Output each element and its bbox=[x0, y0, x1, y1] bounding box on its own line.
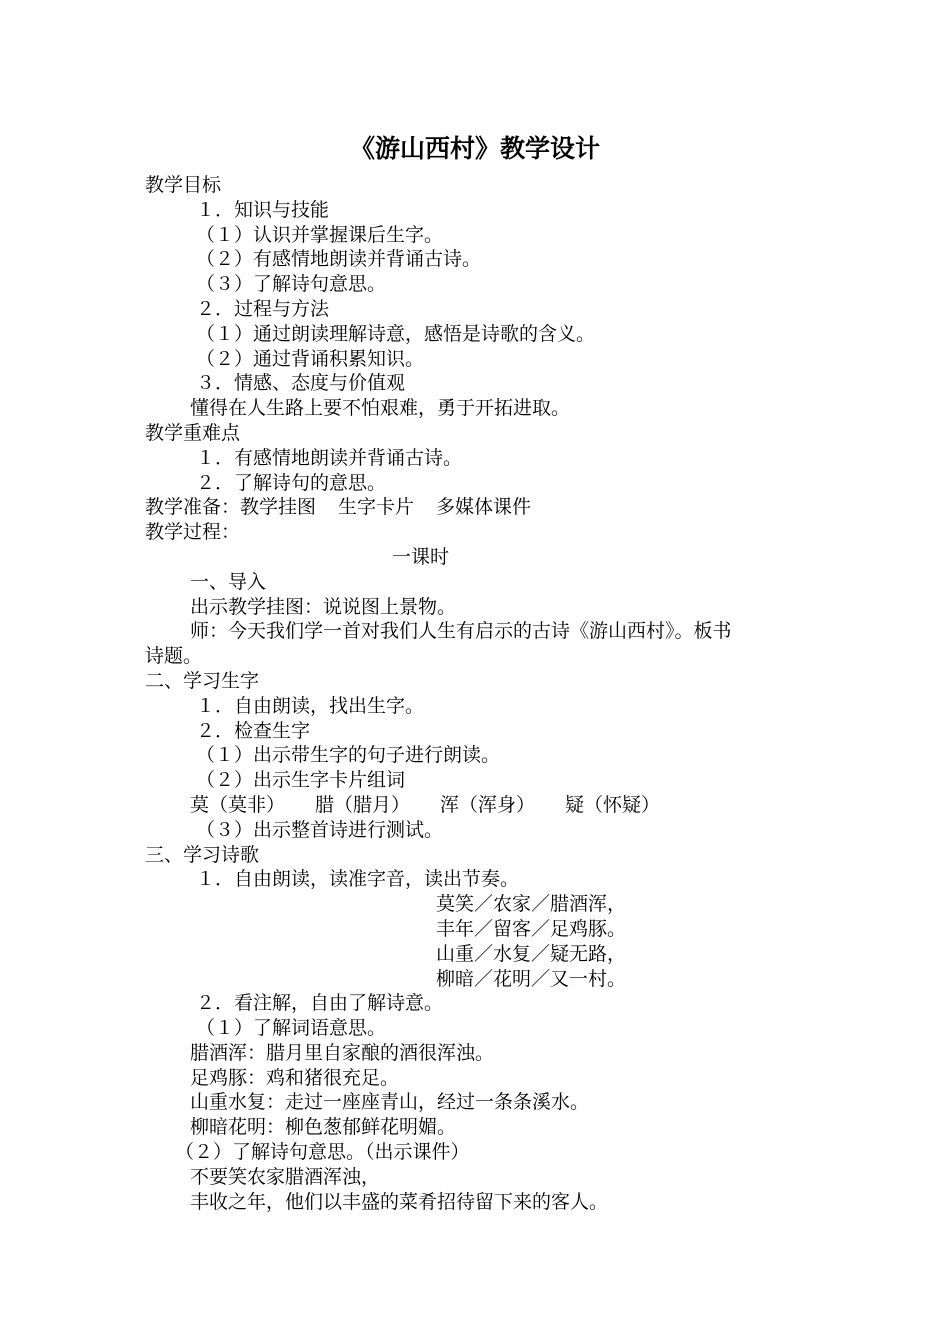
step-heading-intro: 一、导入 bbox=[190, 570, 267, 593]
step-text: （１）出示带生字的句子进行朗读。 bbox=[196, 744, 501, 767]
step-text: （２）出示生字卡片组词 bbox=[196, 769, 406, 792]
goal-item: （２）通过背诵积累知识。 bbox=[196, 347, 425, 370]
step-text: （３）出示整首诗进行测试。 bbox=[196, 818, 444, 841]
goal-item: 懂得在人生路上要不怕艰难，勇于开拓进取。 bbox=[190, 397, 571, 420]
document-title: 《游山西村》教学设计 bbox=[349, 134, 600, 163]
preparation-item: 生字卡片 bbox=[338, 496, 415, 519]
step-text: 诗题。 bbox=[145, 645, 203, 668]
step-text: ２．检查生字 bbox=[196, 719, 311, 742]
goal-process: ２．过程与方法 bbox=[196, 297, 330, 320]
step-text: 出示教学挂图：说说图上景物。 bbox=[190, 595, 457, 618]
document-body bbox=[0, 173, 950, 1214]
goal-item: （３）了解诗句意思。 bbox=[196, 273, 387, 296]
lesson-count: 一课时 bbox=[392, 545, 450, 568]
word-list bbox=[0, 793, 950, 818]
section-heading-goals: 教学目标 bbox=[145, 174, 222, 196]
section-heading-key-points: 教学重难点 bbox=[145, 421, 241, 444]
meaning-text: 不要笑农家腊酒浑浊， bbox=[190, 1165, 381, 1188]
step-text: １．自由朗读，找出生字。 bbox=[196, 694, 425, 717]
key-point: ２．了解诗句的意思。 bbox=[196, 471, 387, 494]
step-text: １．自由朗读，读准字音，读出节奏。 bbox=[196, 868, 520, 891]
preparation-line bbox=[0, 495, 950, 520]
poem-line: 丰年／留客／足鸡豚。 bbox=[436, 917, 627, 940]
step-heading-poem: 三、学习诗歌 bbox=[145, 843, 260, 866]
step-heading-characters: 二、学习生字 bbox=[145, 669, 260, 692]
goal-item: （２）有感情地朗读并背诵古诗。 bbox=[196, 248, 482, 271]
goal-emotion: ３．情感、态度与价值观 bbox=[196, 372, 406, 395]
poem-line: 柳暗／花明／又一村。 bbox=[436, 967, 627, 990]
word-item: 莫（莫非） bbox=[190, 793, 286, 816]
section-heading-process: 教学过程： bbox=[145, 521, 241, 544]
key-point: １．有感情地朗读并背诵古诗。 bbox=[196, 446, 463, 469]
step-text: 师：今天我们学一首对我们人生有启示的古诗《游山西村》。板书 bbox=[190, 620, 732, 643]
step-text: （１）了解词语意思。 bbox=[196, 1017, 387, 1040]
meaning-text: 丰收之年，他们以丰盛的菜肴招待留下来的客人。 bbox=[190, 1190, 609, 1213]
poem-line: 莫笑／农家／腊酒浑， bbox=[436, 893, 627, 916]
definition: 山重水复：走过一座座青山，经过一条条溪水。 bbox=[190, 1091, 590, 1114]
definition: 柳暗花明：柳色葱郁鲜花明媚。 bbox=[190, 1116, 457, 1139]
word-item: 疑（怀疑） bbox=[565, 793, 661, 816]
preparation-label: 教学准备：教学挂图 bbox=[145, 496, 317, 519]
word-item: 浑（浑身） bbox=[440, 793, 536, 816]
step-text: ２．看注解，自由了解诗意。 bbox=[196, 992, 444, 1015]
goal-item: （１）通过朗读理解诗意，感悟是诗歌的含义。 bbox=[196, 322, 596, 345]
poem-line: 山重／水复／疑无路， bbox=[436, 942, 627, 965]
word-item: 腊（腊月） bbox=[315, 793, 411, 816]
definition: 足鸡豚：鸡和猪很充足。 bbox=[190, 1066, 400, 1089]
goal-item: （１）认识并掌握课后生字。 bbox=[196, 223, 444, 246]
step-text: （２）了解诗句意思。（出示课件） bbox=[175, 1141, 470, 1164]
goal-knowledge: １．知识与技能 bbox=[196, 198, 330, 221]
preparation-item: 多媒体课件 bbox=[436, 496, 532, 519]
definition: 腊酒浑：腊月里自家酿的酒很浑浊。 bbox=[190, 1041, 495, 1064]
